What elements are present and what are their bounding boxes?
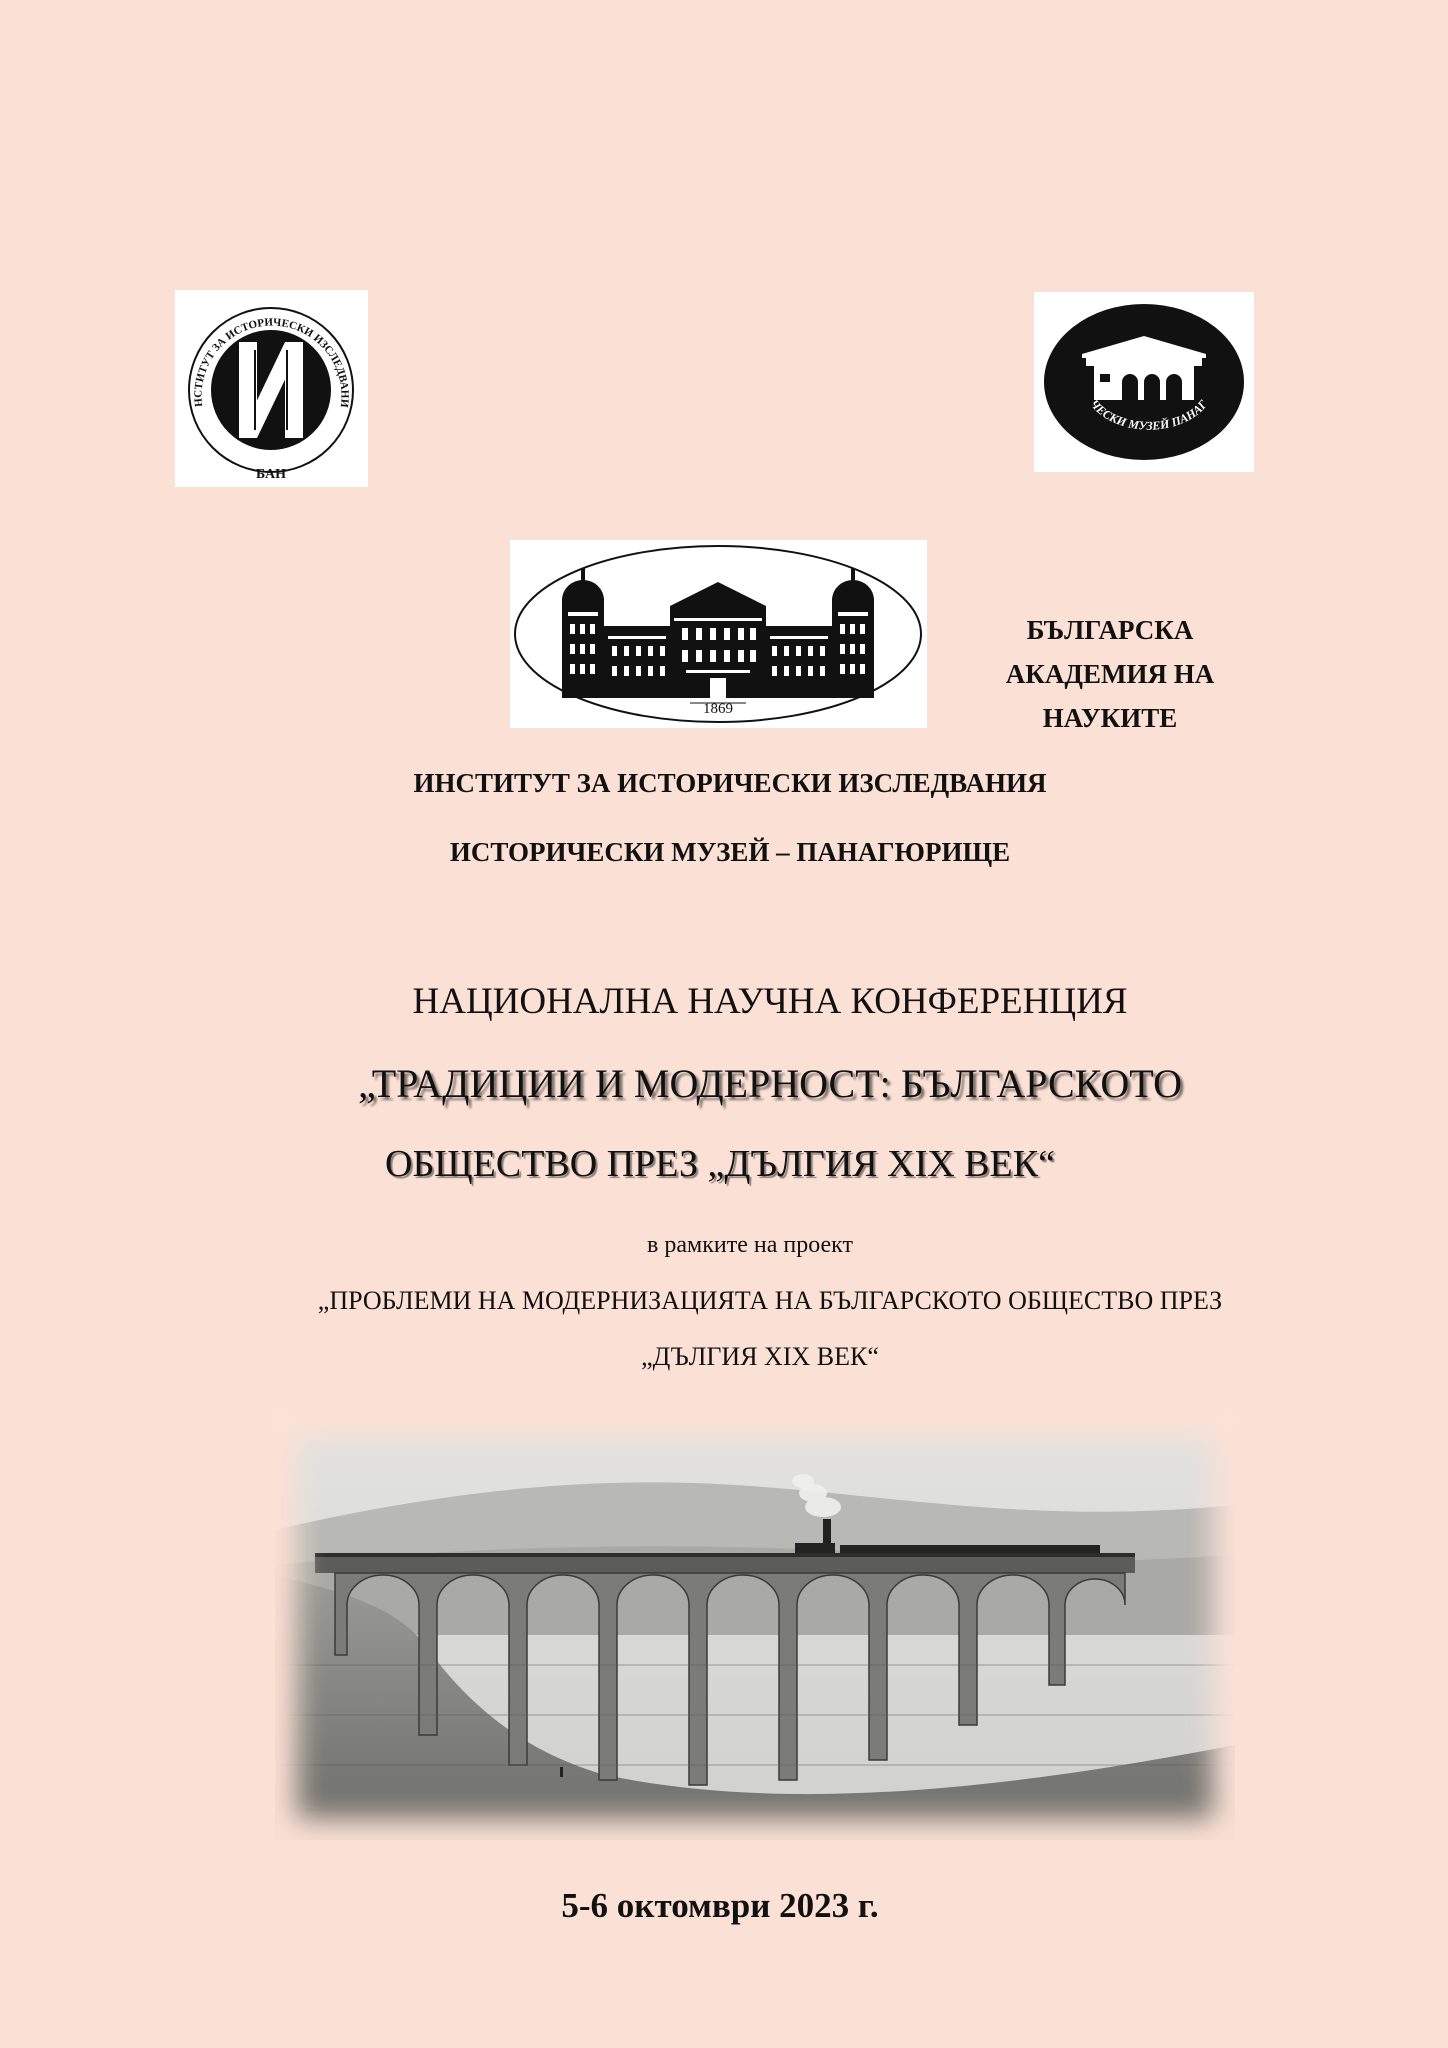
academy-logo-graphic — [510, 540, 927, 728]
project-title-line2: „ДЪЛГИЯ XIX ВЕК“ — [641, 1342, 879, 1371]
academy-name-line2: АКАДЕМИЯ НА — [1005, 659, 1215, 689]
walking-figure — [560, 1767, 563, 1777]
viaduct-graphic — [275, 1415, 1235, 1840]
conference-type: НАЦИОНАЛНА НАУЧНА КОНФЕРЕНЦИЯ — [412, 981, 1128, 1022]
project-title-line1: „ПРОБЛЕМИ НА МОДЕРНИЗАЦИЯТА НА БЪЛГАРСКОТО ОБЩЕСТВО ПРЕЗ — [317, 1286, 1223, 1315]
academy-name — [960, 608, 1260, 740]
iii-logo — [175, 290, 368, 487]
viaduct-illustration — [275, 1415, 1235, 1840]
organizer-institute: ИНСТИТУТ ЗА ИСТОРИЧЕСКИ ИЗСЛЕДВАНИЯ — [413, 768, 1047, 798]
iii-logo-graphic — [175, 290, 368, 487]
museum-logo-graphic — [1034, 292, 1254, 472]
organizer-museum: ИСТОРИЧЕСКИ МУЗЕЙ – ПАНАГЮРИЩЕ — [449, 837, 1011, 867]
conference-date: 5-6 октомври 2023 г. — [561, 1886, 879, 1925]
museum-ring-text: ЧЕСКИ МУЗЕЙ ПАНАГ — [1087, 396, 1210, 433]
academy-name-line3: НАУКИТЕ — [1042, 703, 1178, 733]
project-intro: в рамките на проект — [647, 1232, 853, 1258]
iii-bottom-text: БАН — [255, 467, 287, 482]
museum-logo — [1034, 292, 1254, 472]
academy-name-line1: БЪЛГАРСКА — [1026, 615, 1194, 645]
academy-year: 1869 — [703, 701, 733, 717]
academy-logo — [510, 540, 927, 728]
conference-title-line2: ОБЩЕСТВО ПРЕЗ „ДЪЛГИЯ XIX ВЕК“ — [385, 1143, 1055, 1185]
conference-title-line1: „ТРАДИЦИИ И МОДЕРНОСТ: БЪЛГАРСКОТО — [357, 1061, 1183, 1106]
iii-ring-text: НСТИТУТ ЗА ИСТОРИЧЕСКИ ИЗСЛЕДВАНИ — [192, 316, 351, 409]
